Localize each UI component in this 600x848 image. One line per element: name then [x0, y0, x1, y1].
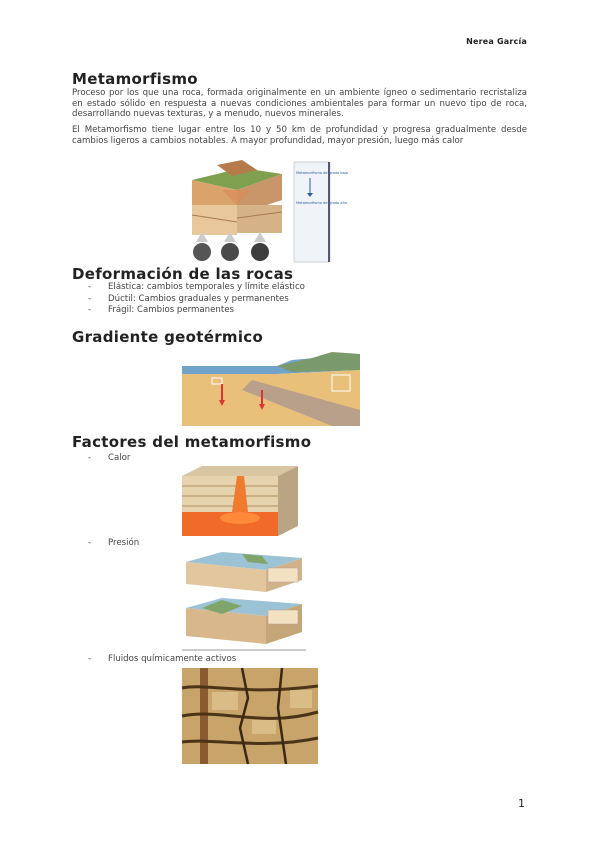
- label-low-grade: Metamorfismo de grado bajo: [296, 171, 348, 175]
- label-high-grade: Metamorfismo de grado alto: [296, 201, 348, 205]
- heading-deformacion: Deformación de las rocas: [72, 265, 294, 283]
- list-item: - Fluidos químicamente activos: [88, 654, 237, 664]
- fluids-figure: [182, 668, 318, 764]
- list-item: - Elástica: cambios temporales y límite elástico: [88, 282, 305, 292]
- paragraph-depth: El Metamorfismo tiene lugar entre los 10 y 50 km de profundidad y progresa gradualmente desde cambios ligeros a cambios notables. A mayor profundidad, mayor presión, luego más calor: [72, 125, 527, 146]
- heat-figure: [182, 466, 298, 536]
- list-item: - Frágil: Cambios permanentes: [88, 305, 234, 315]
- paragraph-definition: Proceso por los que una roca, formada originalmente en un ambiente ígneo o sedimentario recristaliza en estado sólido en respuesta a nuevas condiciones ambientales para formar un nuevo tipo de roca, desarrollando nuevas texturas, y a menudo, nuevos minerales.: [72, 88, 527, 120]
- deformation-list: [88, 282, 305, 317]
- list-item: - Presión: [88, 538, 140, 548]
- list-item: - Dúctil: Cambios graduales y permanentes: [88, 293, 289, 304]
- heading-metamorfismo: Metamorfismo: [72, 70, 198, 88]
- heading-gradiente: Gradiente geotérmico: [72, 328, 264, 346]
- pressure-figure: [182, 548, 306, 652]
- factor-item-pressure: [88, 538, 139, 550]
- heading-factores: Factores del metamorfismo: [72, 433, 312, 451]
- author-name: Nerea García: [466, 37, 527, 46]
- metamorphism-grade-figure: [182, 160, 348, 264]
- geothermal-gradient-figure: [182, 350, 360, 432]
- factor-item-heat: [88, 453, 130, 465]
- list-item: - Calor: [88, 453, 131, 463]
- page-number: 1: [518, 797, 525, 810]
- factor-item-fluids: [88, 654, 236, 666]
